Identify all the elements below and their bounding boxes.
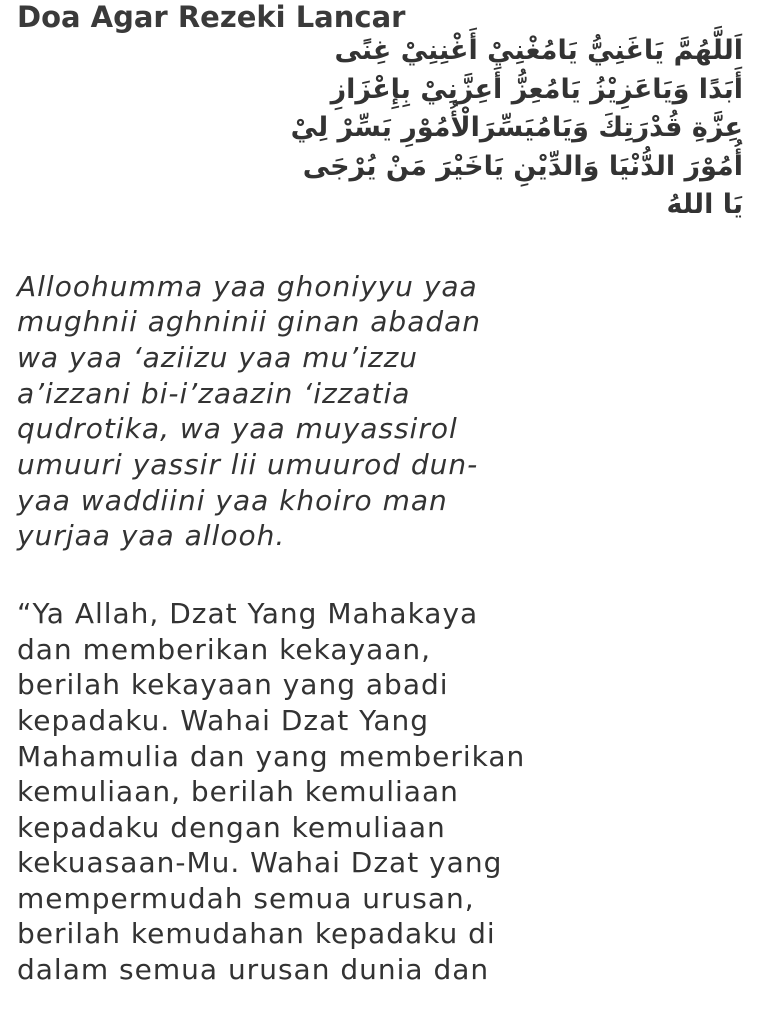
transliteration-line: qudrotika, wa yaa muyassirol <box>17 412 458 446</box>
meaning-line: “Ya Allah, Dzat Yang Mahakaya <box>17 597 479 631</box>
meaning-line: kepadaku. Wahai Dzat Yang <box>17 703 430 737</box>
transliteration-paragraph <box>17 269 757 555</box>
transliteration-line: a’izzani bi-i’zaazin ‘izzatia <box>17 376 411 410</box>
prayer-title: Doa Agar Rezeki Lancar <box>17 0 406 34</box>
arabic-line: أُمُوْرَ الدُّنْيَا وَالدِّيْنِ يَاخَيْرَ مَنْ يُرْجَى <box>302 150 743 182</box>
transliteration-line: mughnii aghninii ginan abadan <box>17 305 482 339</box>
arabic-line: عِزَّةِ قُدْرَتِكَ وَيَامُيَسِّرَالْأُمُوْرِ يَسِّرْ لِيْ <box>290 112 743 143</box>
meaning-line: kepadaku dengan kemuliaan <box>17 810 446 844</box>
arabic-line: أَبَدًا وَيَاعَزِيْزُ يَامُعِزُّ أَعِزَّنِيْ بِإِعْزَازِ <box>330 73 743 105</box>
meaning-line: berilah kemudahan kepadaku di <box>17 917 496 951</box>
meaning-line: dalam semua urusan dunia dan <box>17 953 490 987</box>
transliteration-line: wa yaa ‘aziizu yaa mu’izzu <box>17 340 419 374</box>
arabic-prayer-text <box>17 32 757 225</box>
transliteration-line: umuuri yassir lii umuurod dun- <box>17 448 479 482</box>
arabic-line: يَا اللهُ <box>666 189 743 220</box>
transliteration-line: Alloohumma yaa ghoniyyu yaa <box>17 269 478 303</box>
arabic-line: اَللَّهُمَّ يَاغَنِيُّ يَامُغْنِيْ أَغْنِنِيْ غِنًى <box>334 35 743 66</box>
meaning-paragraph <box>17 596 757 988</box>
meaning-line: berilah kekayaan yang abadi <box>17 668 449 702</box>
meaning-line: dan memberikan kekayaan, <box>17 632 432 666</box>
transliteration-line: yaa waddiini yaa khoiro man <box>17 483 448 517</box>
meaning-line: kemuliaan, berilah kemuliaan <box>17 775 459 809</box>
meaning-line: kekuasaan-Mu. Wahai Dzat yang <box>17 846 503 880</box>
meaning-line: mempermudah semua urusan, <box>17 881 475 915</box>
article-content <box>17 0 757 988</box>
meaning-line: Mahamulia dan yang memberikan <box>17 739 526 773</box>
transliteration-line: yurjaa yaa allooh. <box>17 519 286 553</box>
